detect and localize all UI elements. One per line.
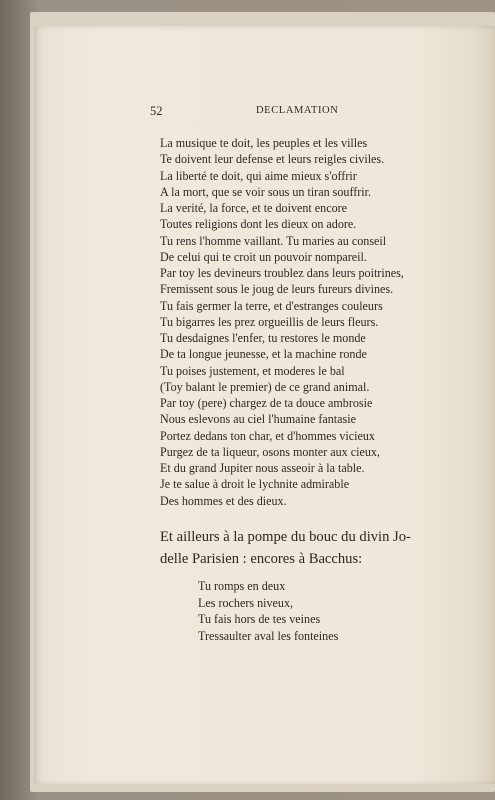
verse-line: La liberté te doit, qui aime mieux s'offrir — [160, 168, 357, 183]
prose-paragraph — [160, 526, 450, 570]
verse-line: Toutes religions dont les dieux on adore. — [160, 217, 357, 232]
page-number: 52 — [150, 104, 163, 118]
verse-line: La verité, la force, et te doivent encore — [160, 201, 348, 215]
verse-line: Par toy les devineurs troublez dans leurs poitrines, — [160, 266, 404, 280]
stanza-line: Tressaulter aval les fonteines — [198, 629, 339, 644]
verse-line: Je te salue à droit le lychnite admirable — [160, 477, 350, 492]
verse-block — [160, 135, 404, 509]
quoted-stanza — [198, 578, 338, 645]
verse-line: De ta longue jeunesse, et la machine ronde — [160, 347, 367, 362]
running-head — [0, 104, 495, 120]
verse-line: La musique te doit, les peuples et les villes — [160, 136, 368, 150]
verse-line: Purgez de ta liqueur, osons monter aux cieux, — [160, 444, 380, 459]
verse-line: Tu bigarres les prez orgueillis de leurs fleurs. — [160, 314, 379, 329]
running-title: DECLAMATION — [256, 105, 339, 116]
verse-line: Tu fais germer la terre, et d'estranges couleurs — [160, 298, 383, 313]
verse-line: Par toy (pere) chargez de ta douce ambrosie — [160, 396, 373, 410]
verse-line: Fremissent sous le joug de leurs fureurs divines. — [160, 282, 394, 297]
verse-line: Nous eslevons au ciel l'humaine fantasie — [160, 412, 356, 427]
prose-line: delle Parisien : encores à Bacchus: — [160, 551, 363, 567]
verse-line: Tu desdaignes l'enfer, tu restores le monde — [160, 331, 366, 345]
verse-line: Tu poises justement, et moderes le bal — [160, 363, 345, 378]
verse-line: A la mort, que se voir sous un tiran souffrir. — [160, 184, 372, 199]
prose-line: Et ailleurs à la pompe du bouc du divin Jo- — [160, 529, 411, 545]
verse-line: Et du grand Jupiter nous asseoir à la table. — [160, 461, 365, 475]
verse-line: Tu rens l'homme vaillant. Tu maries au conseil — [160, 233, 387, 248]
verse-line: De celui qui te croit un pouvoir nompareil. — [160, 249, 367, 264]
stanza-line: Les rochers niveux, — [198, 595, 294, 610]
verse-line: (Toy balant le premier) de ce grand animal. — [160, 379, 370, 394]
verse-line: Des hommes et des dieux. — [160, 493, 287, 508]
stanza-line: Tu fais hors de tes veines — [198, 612, 321, 627]
verse-line: Portez dedans ton char, et d'hommes vicieux — [160, 428, 375, 443]
verse-line: Te doivent leur defense et leurs reigles civiles. — [160, 152, 385, 167]
stanza-line: Tu romps en deux — [198, 579, 286, 593]
